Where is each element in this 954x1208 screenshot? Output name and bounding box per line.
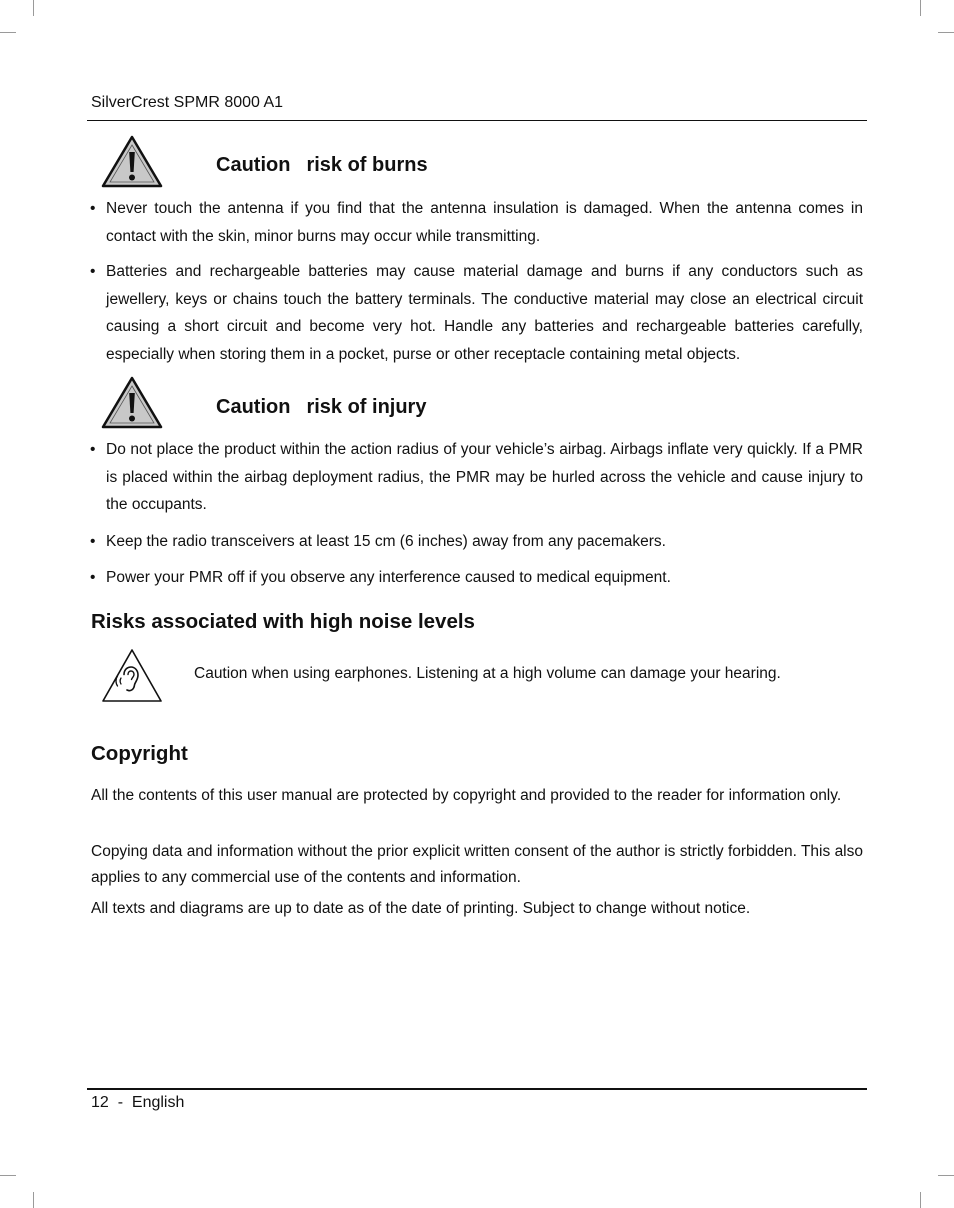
noise-warning-text: Caution when using earphones. Listening at a high volume can damage your hearing.	[194, 665, 781, 682]
injury-heading	[216, 396, 426, 419]
crop-mark	[920, 0, 921, 16]
crop-mark	[33, 0, 34, 16]
bullet-icon: •	[90, 441, 96, 458]
list-item	[90, 564, 863, 592]
burns-heading-topic: risk of burns	[306, 154, 428, 176]
bullet-icon: •	[90, 263, 96, 280]
crop-mark	[920, 1192, 921, 1208]
header-rule	[87, 120, 867, 121]
copyright-paragraph: All the contents of this user manual are protected by copyright and provided to the reader for information only.	[91, 787, 842, 804]
copyright-paragraph: Copying data and information without the prior explicit written consent of the author is strictly forbidden. This also applies to any commercial use of the contents and information.	[91, 843, 863, 886]
list-item	[90, 528, 863, 556]
noise-section-title: Risks associated with high noise levels	[91, 610, 475, 633]
crop-mark	[938, 1175, 954, 1176]
list-item-text: Keep the radio transceivers at least 15 cm (6 inches) away from any pacemakers.	[106, 533, 666, 550]
hearing-warning-icon	[101, 648, 163, 704]
footer-rule	[87, 1088, 867, 1090]
crop-mark	[0, 1175, 16, 1176]
list-item-text: Batteries and rechargeable batteries may cause material damage and burns if any conductors such as jewellery, keys or chains touch the battery terminals. The conductive material may close an electrical circuit causing a short circuit and become very hot. Handle any batteries and rechargeable batteries carefully, especially when storing them in a pocket, purse or other receptacle containing metal objects.	[106, 263, 863, 363]
list-item	[90, 436, 863, 519]
copyright-paragraph: All texts and diagrams are up to date as of the date of printing. Subject to change without notice.	[91, 900, 751, 917]
list-item-text: Never touch the antenna if you find that the antenna insulation is damaged. When the antenna comes in contact with the skin, minor burns may occur while transmitting.	[106, 200, 863, 245]
bullet-icon: •	[90, 533, 96, 550]
bullet-icon: •	[90, 569, 96, 586]
injury-heading-topic: risk of injury	[306, 396, 427, 418]
page-footer: 12 - English	[91, 1094, 185, 1111]
list-item-text: Power your PMR off if you observe any interference caused to medical equipment.	[106, 569, 671, 586]
crop-mark	[0, 32, 16, 33]
crop-mark	[33, 1192, 34, 1208]
list-item-text: Do not place the product within the action radius of your vehicle’s airbag. Airbags inflate very quickly. If a PMR is placed within the airbag deployment radius, the PMR may be hurled across the vehicle and cause injury to the occupants.	[106, 441, 863, 513]
page-header-title: SilverCrest SPMR 8000 A1	[91, 94, 284, 111]
warning-triangle-icon	[101, 135, 163, 189]
burns-heading	[216, 154, 428, 177]
burns-heading-caution: Caution	[216, 154, 291, 176]
list-item	[90, 258, 863, 368]
warning-triangle-icon	[101, 376, 163, 430]
bullet-icon: •	[90, 200, 96, 217]
list-item	[90, 195, 863, 250]
copyright-section-title: Copyright	[91, 742, 188, 765]
crop-mark	[938, 32, 954, 33]
injury-heading-caution: Caution	[216, 396, 291, 418]
